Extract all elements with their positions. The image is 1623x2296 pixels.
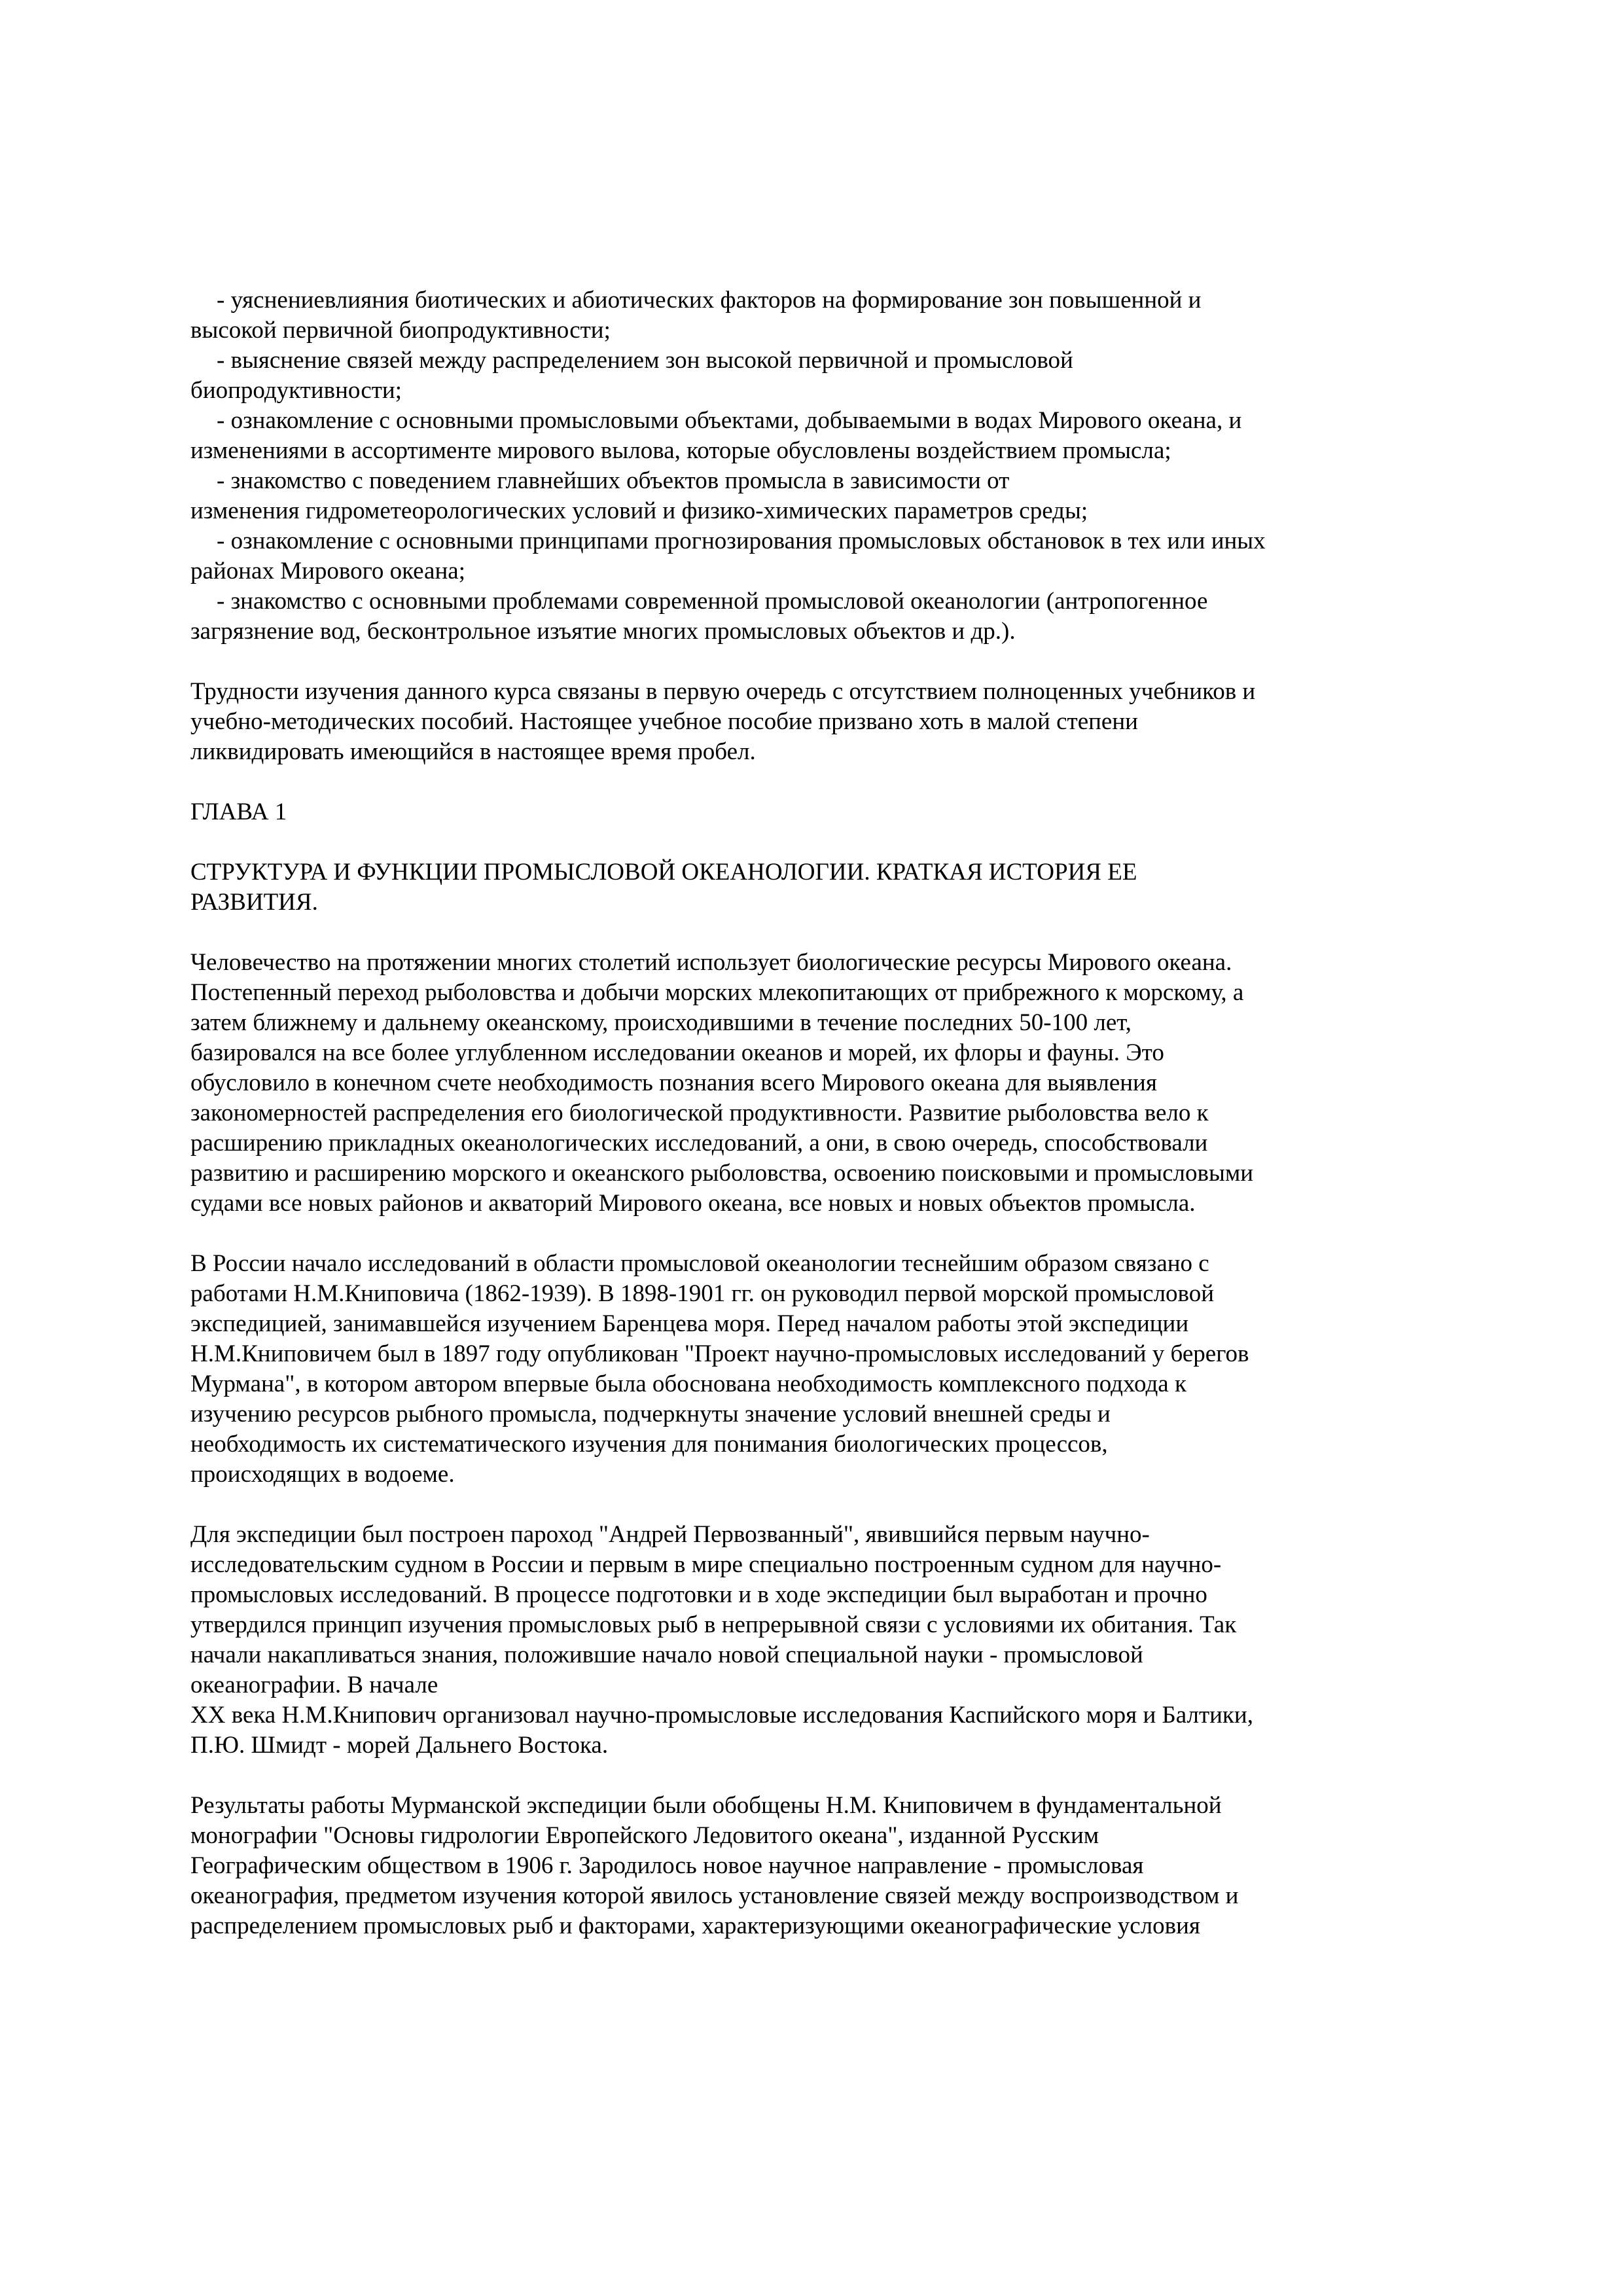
page-content [190, 285, 1421, 1941]
paragraph-gap [190, 647, 1421, 677]
paragraph-gap [190, 767, 1421, 797]
body-paragraph: Для экспедиции был построен пароход "Андрей Первозванный", явившийся первым научно- исследовательским судном в России и первым в мире специально построенным судном для научно- промысловых исследований. В процессе подготовки и в ходе экспедиции был выработан и прочно утвердился принцип изучения промысловых рыб в непрерывной связи с условиями их обитания. Так начали накапливаться знания, положившие начало новой специальной науки - промысловой океанографии. В начале XX века Н.М.Книпович организовал научно-промысловые исследования Каспийского моря и Балтики, П.Ю. Шмидт - морей Дальнего Востока. [190, 1521, 1253, 1759]
body-paragraph: В России начало исследований в области промысловой океанологии теснейшим образом связано с работами Н.М.Книповича (1862-1939). В 1898-1901 гг. он руководил первой морской промысловой экспедицией, занимавшейся изучением Баренцева моря. Перед началом работы этой экспедиции Н.М.Книповичем был в 1897 году опубликован "Проект научно-промысловых исследований у берегов Мурмана", в котором автором впервые была обоснована необходимость комплексного подхода к изучению ресурсов рыбного промысла, подчеркнуты значение условий внешней среды и необходимость их систематического изучения для понимания биологических процессов, происходящих в водоеме. [190, 1250, 1249, 1488]
body-paragraph: Человечество на протяжении многих столетий использует биологические ресурсы Мирового океана. Постепенный переход рыболовства и добычи морских млекопитающих от прибрежного к морскому, а затем ближнему и дальнему океанскому, происходившими в течение последних 50-100 лет, базировался на все более углубленном исследовании океанов и морей, их флоры и фауны. Это обусловило в конечном счете необходимость познания всего Мирового океана для выявления закономерностей распределения его биологической продуктивности. Развитие рыболовства вело к расширению прикладных океанологических исследований, а они, в свою очередь, способствовали развитию и расширению морского и океанского рыболовства, освоению поисковыми и промысловыми судами все новых районов и акваторий Мирового океана, все новых и новых объектов промысла. [190, 949, 1254, 1217]
body-paragraph: Результаты работы Мурманской экспедиции были обобщены Н.М. Книповичем в фундаментальной монографии "Основы гидрологии Европейского Ледовитого океана", изданной Русским Географическим обществом в 1906 г. Зародилось новое научное направление - промысловая океанография, предметом изучения которой явилось установление связей между воспроизводством и распределением промысловых рыб и факторами, характеризующими океанографические условия [190, 1792, 1239, 1939]
paragraph-gap [190, 827, 1421, 857]
chapter-title: СТРУКТУРА И ФУНКЦИИ ПРОМЫСЛОВОЙ ОКЕАНОЛОГИИ. КРАТКАЯ ИСТОРИЯ ЕЕ РАЗВИТИЯ. [190, 859, 1137, 916]
paragraph-gap [190, 918, 1421, 948]
chapter-label: ГЛАВА 1 [190, 798, 287, 825]
list-item: - знакомство с основными проблемами современной промысловой океанологии (антропогенное загрязнение вод, бесконтрольное изъятие многих промысловых объектов и др.). [190, 588, 1208, 645]
list-item: - ознакомление с основными принципами прогнозирования промысловых обстановок в тех или иных районах Мирового океана; [190, 528, 1266, 584]
list-item: - ознакомление с основными промысловыми объектами, добываемыми в водах Мирового океана, и изменениями в ассортименте мирового вылова, которые обусловлены воздействием промысла; [190, 407, 1242, 464]
objectives-list [190, 285, 1421, 647]
paragraph-gap [190, 1219, 1421, 1249]
paragraph-gap [190, 1490, 1421, 1520]
list-item: - выяснение связей между распределением зон высокой первичной и промысловой биопродуктивности; [190, 347, 1073, 404]
paragraph-gap [190, 1761, 1421, 1791]
list-item: - знакомство с поведением главнейших объектов промысла в зависимости от изменения гидрометеорологических условий и физико-химических параметров среды; [190, 467, 1088, 524]
list-item: - уяснениевлияния биотических и абиотических факторов на формирование зон повышенной и высокой первичной биопродуктивности; [190, 287, 1202, 344]
difficulties-paragraph: Трудности изучения данного курса связаны в первую очередь с отсутствием полноценных учебников и учебно-методических пособий. Настоящее учебное пособие призвано хоть в малой степени ликвидировать имеющийся в настоящее время пробел. [190, 678, 1256, 765]
